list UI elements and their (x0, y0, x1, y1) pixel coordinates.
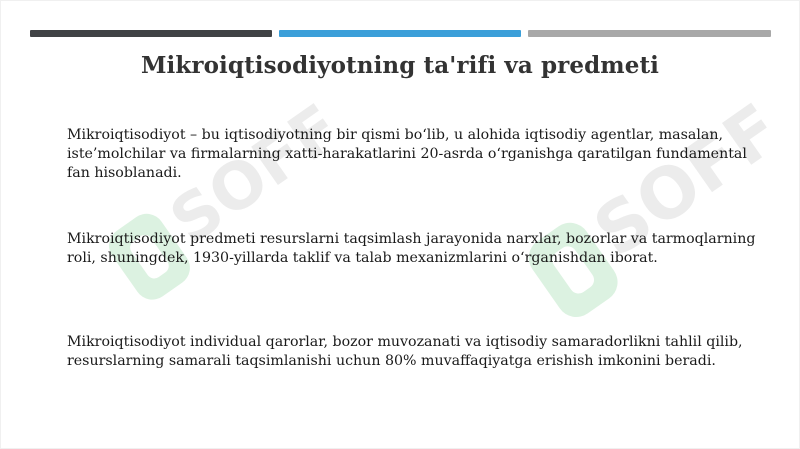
paragraph-analysis: Mikroiqtisodiyot individual qarorlar, bozor muvozanati va iqtisodiy samaradorlikni tahlil qilib, resurslarning samarali taqsimlanishi uchun 80% muvaffaqiyatga erishish imkonini beradi. (67, 334, 743, 369)
header-accent-bars (30, 30, 771, 37)
paragraph-subject: Mikroiqtisodiyot predmeti resurslarni taqsimlash jarayonida narxlar, bozorlar va tarmoqlarning roli, shuningdek, 1930-yillarda taklif va talab mexanizmlarini o‘rganishdan iborat. (67, 231, 756, 266)
accent-bar-blue (279, 30, 521, 37)
paragraph-definition: Mikroiqtisodiyot – bu iqtisodiyotning bir qismi bo‘lib, u alohida iqtisodiy agentlar, masalan, iste’molchilar va firmalarning xatti-harakatlarini 20-asrda o‘rganishga qaratilgan fundamental fan hisoblanadi. (67, 127, 747, 181)
svg-text:SOFF: SOFF (579, 87, 795, 273)
slide-title: Mikroiqtisodiyotning ta'rifi va predmeti (140, 52, 660, 79)
accent-bar-dark (30, 30, 272, 37)
svg-text:SOFF: SOFF (157, 90, 354, 260)
accent-bar-gray (528, 30, 771, 37)
